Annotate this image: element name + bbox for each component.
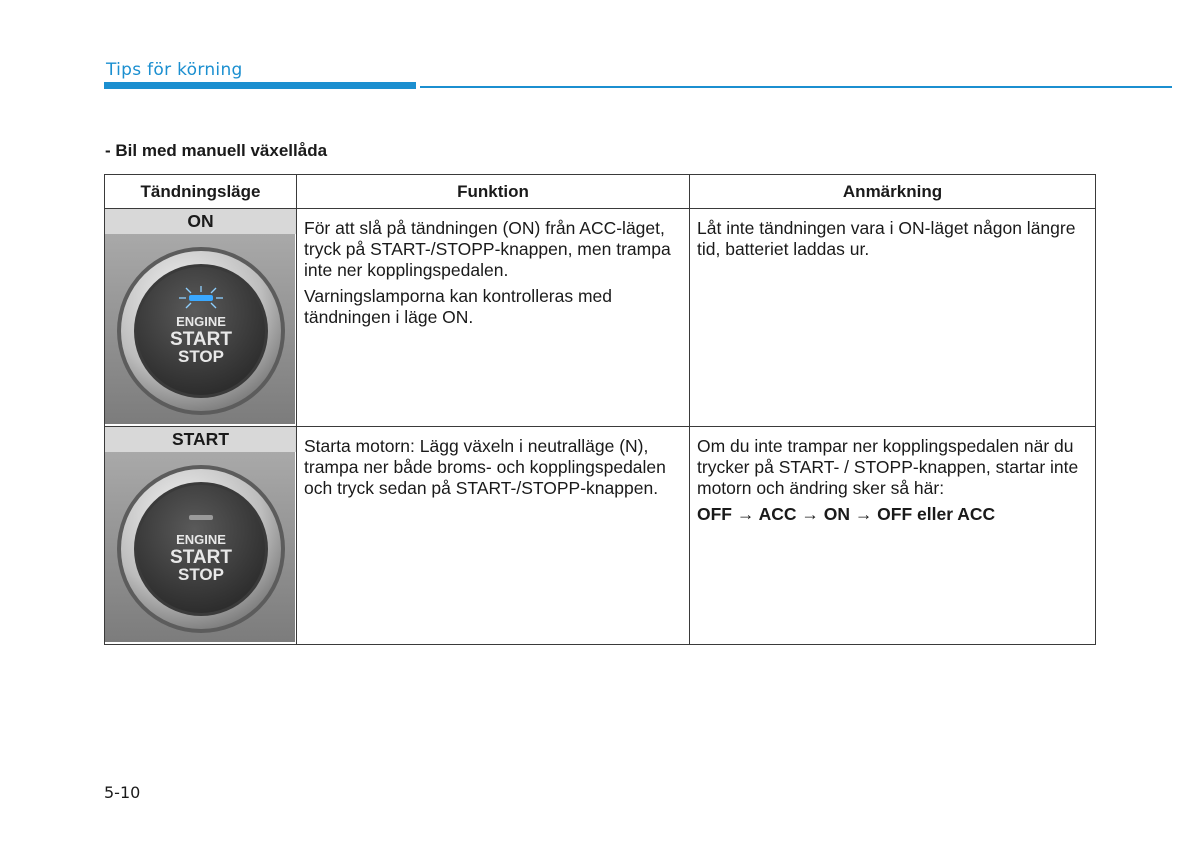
table-row (105, 427, 1096, 645)
state-cell (105, 427, 297, 645)
button-text-engine: ENGINE (176, 532, 226, 547)
button-text-start: START (170, 329, 232, 350)
ignition-mode-table (104, 174, 1096, 645)
engine-start-stop-button-icon (105, 452, 295, 642)
column-header-ignition-mode: Tändningsläge (105, 175, 297, 209)
column-header-remark: Anmärkning (690, 175, 1096, 209)
mode-sequence-text: OFF → ACC → ON → OFF eller ACC (697, 504, 996, 524)
remark-cell (690, 209, 1096, 427)
button-text-stop: STOP (178, 565, 224, 584)
function-cell (297, 209, 690, 427)
table-header-row (105, 175, 1096, 209)
indicator-lamp-off (189, 515, 213, 520)
table-row (105, 209, 1096, 427)
page-number: 5-10 (104, 783, 141, 802)
column-header-function: Funktion (297, 175, 690, 209)
engine-start-stop-button-icon (105, 234, 295, 424)
indicator-lamp-lit (189, 295, 213, 301)
state-label: ON (105, 209, 296, 234)
function-text: För att slå på tändningen (ON) från ACC-läget, tryck på START-/STOPP-knappen, men trampa inte ner kopplingspedalen. (304, 218, 671, 280)
remark-cell (690, 427, 1096, 645)
section-heading: - Bil med manuell växellåda (105, 141, 328, 160)
button-text-start: START (170, 547, 232, 568)
button-text-engine: ENGINE (176, 314, 226, 329)
remark-text: Om du inte trampar ner kopplingspedalen när du trycker på START- / STOPP-knappen, startar inte motorn och ändring sker så här: (697, 436, 1079, 498)
function-text: Starta motorn: Lägg växeln i neutralläge (N), trampa ner både broms- och kopplingspedalen och tryck sedan på START-/STOPP-knappen. (304, 436, 666, 498)
function-cell (297, 427, 690, 645)
remark-text: Låt inte tändningen vara i ON-läget någon längre tid, batteriet laddas ur. (697, 218, 1076, 259)
state-label: START (105, 427, 296, 452)
state-cell (105, 209, 297, 427)
header-rule-thin (420, 86, 1172, 88)
section-header-title: Tips för körning (106, 60, 243, 80)
header-rule-thick (104, 82, 416, 89)
function-text: Varningslamporna kan kontrolleras med tändningen i läge ON. (304, 286, 613, 327)
button-text-stop: STOP (178, 347, 224, 366)
